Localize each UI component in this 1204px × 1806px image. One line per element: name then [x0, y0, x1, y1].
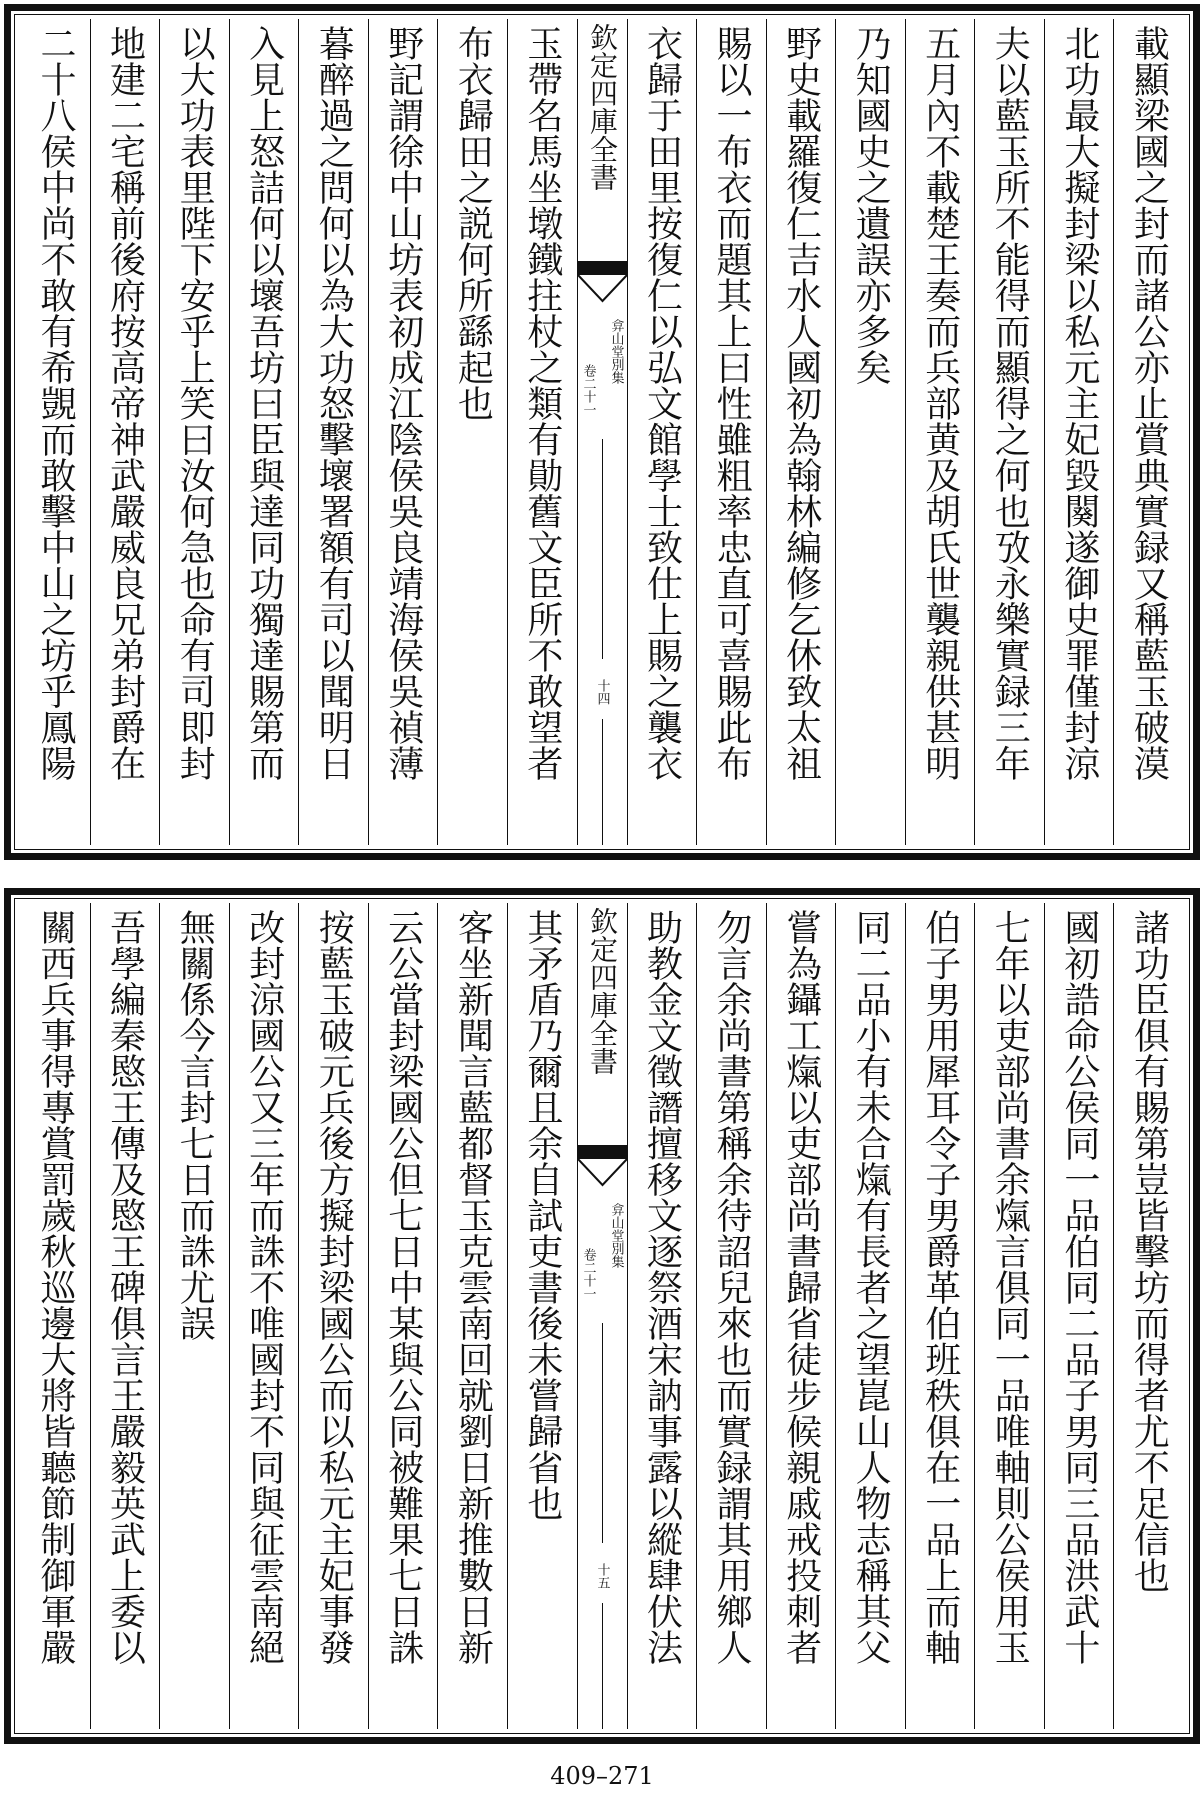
column-text: 暮醉過之問何以為大功怒擊壞署額有司以聞明日 [313, 25, 355, 781]
column-text: 衣歸于田里按復仁以弘文館學士致仕上賜之襲衣 [641, 25, 683, 781]
text-column [766, 19, 836, 845]
column-text: 夫以藍玉所不能得而顯得之何也攷永樂實録三年 [989, 25, 1031, 781]
text-column [507, 19, 577, 845]
column-text: 按藍玉破元兵後方擬封梁國公而以私元主妃事發 [313, 909, 355, 1665]
text-column [21, 903, 90, 1729]
text-column [229, 903, 299, 1729]
text-column [437, 903, 507, 1729]
column-text: 勿言余尚書第稱余待詔兒來也而實録謂其用鄉人 [711, 909, 753, 1665]
column-text: 野史載羅復仁吉水人國初為翰林編修乞休致太祖 [780, 25, 822, 781]
folio-number: 409–271 [550, 1762, 654, 1790]
center-rule [602, 1603, 603, 1729]
column-text: 入見上怒詰何以壞吾坊曰臣與達同功獨達賜第而 [243, 25, 285, 781]
center-rule [602, 1323, 603, 1543]
column-text: 二十八侯中尚不敢有希覬而敢擊中山之坊乎鳳陽 [34, 25, 76, 781]
text-column [974, 19, 1044, 845]
text-column [1113, 19, 1183, 845]
column-text: 乃知國史之遺誤亦多矣 [850, 25, 892, 385]
text-column [835, 903, 905, 1729]
text-column [627, 903, 697, 1729]
text-column [696, 19, 766, 845]
text-column [1044, 903, 1114, 1729]
text-column [159, 19, 229, 845]
center-rule [602, 719, 603, 845]
text-column [905, 19, 975, 845]
column-text: 同二品小有未合熂有長者之望崑山人物志稱其父 [850, 909, 892, 1665]
text-columns-top [21, 19, 1183, 845]
text-column [1113, 903, 1183, 1729]
column-text: 伯子男用犀耳令子男爵革伯班秩俱在一品上而軸 [919, 909, 961, 1665]
text-column [1044, 19, 1114, 845]
column-text: 助教金文徵譖擅移文逐祭酒宋訥事露以縱肆伏法 [641, 909, 683, 1665]
volume-label: 卷二十一 [580, 1248, 596, 1300]
column-text: 諸功臣俱有賜第豈皆擊坊而得者尤不足信也 [1128, 909, 1170, 1593]
column-text: 地建二宅稱前後府按高帝神武嚴威良兄弟封爵在 [104, 25, 146, 781]
text-column [368, 903, 438, 1729]
text-column [368, 19, 438, 845]
page-bottom [4, 888, 1200, 1744]
text-column [229, 19, 299, 845]
text-column [696, 903, 766, 1729]
column-text: 改封涼國公又三年而誅不唯國封不同與征雲南絕 [243, 909, 285, 1665]
text-column [835, 19, 905, 845]
column-text: 五月內不載楚王奏而兵部黄及胡氏世襲親供甚明 [919, 25, 961, 781]
text-columns-bottom [21, 903, 1183, 1729]
column-text: 客坐新聞言藍都督玉克雲南回就劉日新推數日新 [452, 909, 494, 1665]
text-column [437, 19, 507, 845]
book-title: 弇山堂別集 [608, 319, 624, 384]
text-column [905, 903, 975, 1729]
text-column [90, 19, 160, 845]
text-column [90, 903, 160, 1729]
fish-tail-mark-icon [578, 261, 627, 307]
column-text: 以大功表里陛下安乎上笑曰汝何急也命有司即封 [174, 25, 216, 781]
column-text: 無關係今言封七日而誅尤誤 [174, 909, 216, 1341]
volume-label: 卷二十一 [580, 364, 596, 416]
book-series-title: 欽定四庫全書 [586, 907, 619, 1075]
text-column [766, 903, 836, 1729]
column-text: 七年以吏部尚書余熂言俱同一品唯軸則公侯用玉 [989, 909, 1031, 1665]
center-fold-column [577, 19, 627, 845]
text-column [507, 903, 577, 1729]
column-text: 吾學編秦愍王傳及愍王碑俱言王嚴毅英武上委以 [104, 909, 146, 1665]
column-text: 賜以一布衣而題其上曰性雖粗率忠直可喜賜此布 [711, 25, 753, 781]
column-text: 云公當封梁國公但七日中某與公同被難果七日誅 [382, 909, 424, 1665]
page-number: 十五 [594, 1563, 610, 1589]
page-number: 十四 [594, 679, 610, 705]
column-text: 其矛盾乃爾且余自試吏書後未嘗歸省也 [521, 909, 563, 1521]
fish-tail-mark-icon [578, 1145, 627, 1191]
book-series-title: 欽定四庫全書 [586, 23, 619, 191]
column-text: 布衣歸田之説何所繇起也 [452, 25, 494, 421]
book-title: 弇山堂別集 [608, 1203, 624, 1268]
center-rule [602, 439, 603, 659]
page-top [4, 4, 1200, 860]
text-column [974, 903, 1044, 1729]
column-text: 國初誥命公侯同一品伯同二品子男同三品洪武十 [1058, 909, 1100, 1665]
text-column [21, 19, 90, 845]
column-text: 載顯梁國之封而諸公亦止賞典實録又稱藍玉破漠 [1128, 25, 1170, 781]
center-fold-column [577, 903, 627, 1729]
column-text: 野記謂徐中山坊表初成江陰侯吳良靖海侯吳禎薄 [382, 25, 424, 781]
column-text: 北功最大擬封梁以私元主妃毀闋遂御史罪僅封涼 [1058, 25, 1100, 781]
column-text: 玉帶名馬坐墩鐵拄杖之類有勛舊文臣所不敢望者 [521, 25, 563, 781]
text-column [298, 19, 368, 845]
text-column [627, 19, 697, 845]
text-column [298, 903, 368, 1729]
column-text: 嘗為鑷工熂以吏部尚書歸省徒步候親戚戒投刺者 [780, 909, 822, 1665]
text-column [159, 903, 229, 1729]
column-text: 關西兵事得專賞罰歲秋巡邊大將皆聽節制御軍嚴 [34, 909, 76, 1665]
